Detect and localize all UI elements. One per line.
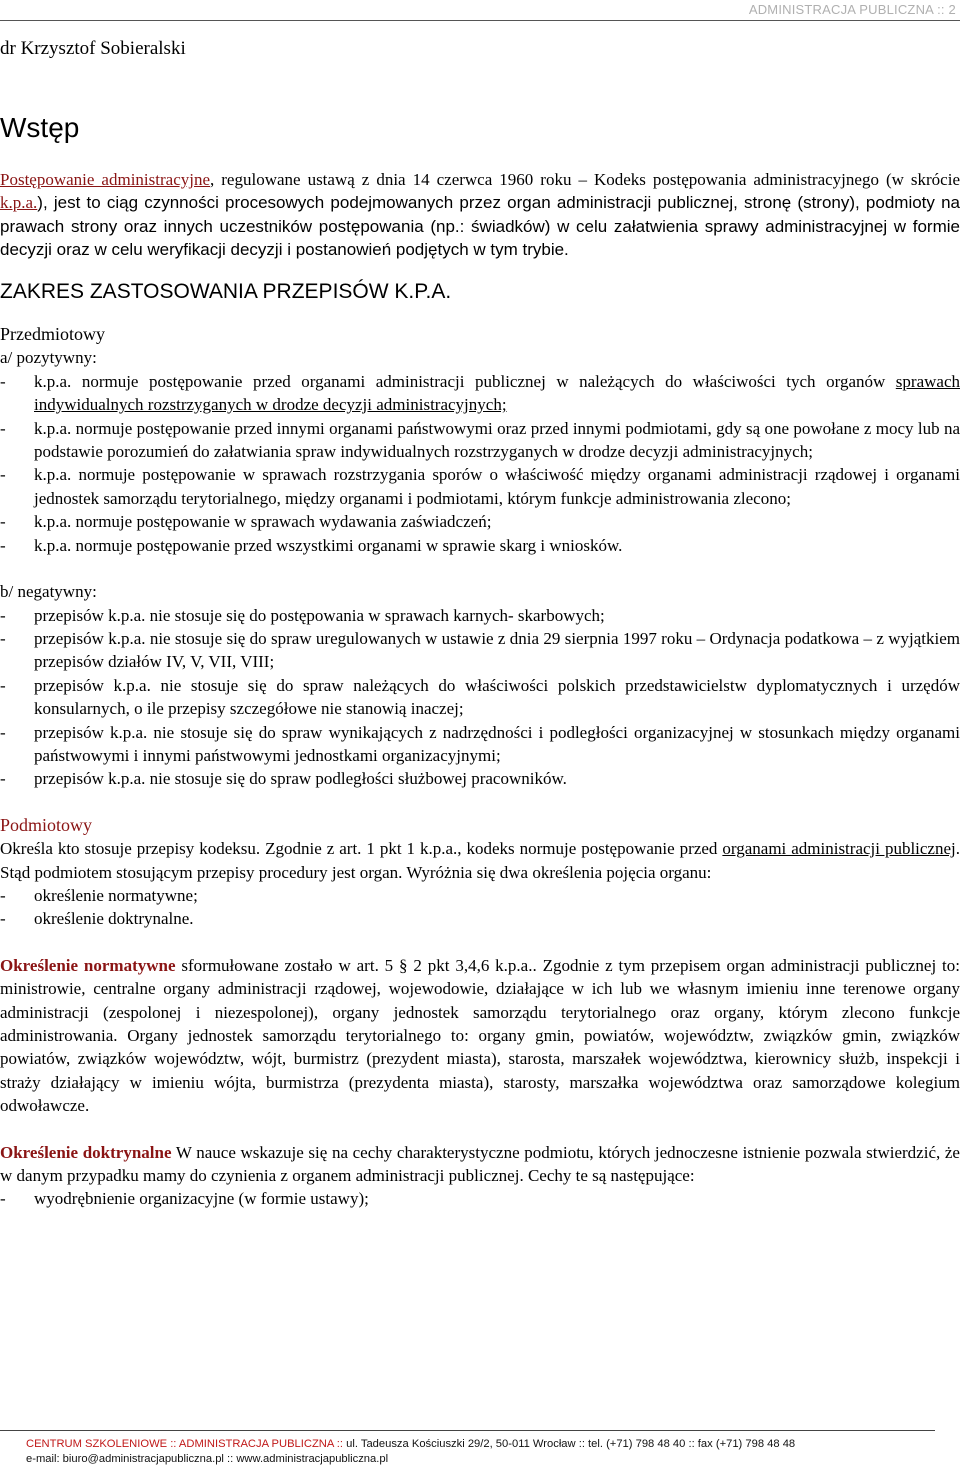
dash-bullet: - — [0, 371, 6, 391]
list-item-text: przepisów k.p.a. nie stosuje się do spraw wynikających z nadrzędności i podległości organizacyjnej w stosunkach między organami państwowymi i innymi państwowymi jednostkami organizacyjnymi; — [34, 722, 960, 765]
header-rule — [0, 20, 960, 21]
subject-heading — [0, 323, 960, 346]
doctrinal-text: W nauce wskazuje się na cechy charakterystyczne podmiotu, których jednoczesne istnienie pozwala stwierdzić, że w danym przypadku mamy do czynienia z organem administracji publicznej. Cechy te są następujące: — [0, 1142, 960, 1186]
subjective-underlined: organami administracji publicznej — [722, 839, 956, 859]
list-item-text: k.p.a. normuje postępowanie przed wszystkimi organami w sprawie skarg i wniosków. — [34, 535, 623, 555]
normative-paragraph — [0, 954, 960, 1118]
list-item-text: przepisów k.p.a. nie stosuje się do spraw uregulowanych w ustawie z dnia 29 sierpnia 1997 roku – Ordynacja podatkowa – z wyjątkiem przepisów działów IV, V, VII, VIII; — [34, 628, 960, 672]
list-item — [0, 674, 960, 721]
dash-bullet: - — [0, 628, 6, 648]
running-header: ADMINISTRACJA PUBLICZNA :: 2 — [748, 2, 956, 17]
list-item — [0, 721, 960, 768]
dash-bullet: - — [0, 885, 6, 905]
intro-text-a: , regulowane ustawą z dnia 14 czerwca 1960 roku – Kodeks postępowania administracyjnego (w skrócie — [210, 170, 960, 189]
list-item — [0, 534, 960, 557]
list-item-text: k.p.a. normuje postępowanie przed organami administracji publicznej w należących do właściwości tych organów — [34, 371, 896, 391]
dash-bullet: - — [0, 909, 6, 929]
author-name: dr Krzysztof Sobieralski — [0, 38, 186, 59]
footer-contact: e-mail: biuro@administracjapubliczna.pl :: www.administracjapubliczna.pl — [26, 1453, 389, 1465]
intro-paragraph — [0, 168, 960, 262]
doctrinal-list — [0, 1187, 960, 1210]
list-item-text: k.p.a. normuje postępowanie w sprawach rozstrzygania sporów o właściwość między organami administracji rządowej i organami jednostek samorządu terytorialnego, między organami i podmiotami, którym funkcje administrowania zlecono; — [34, 465, 960, 508]
negative-list — [0, 604, 960, 791]
list-item — [0, 463, 960, 510]
intro-abbr: k.p.a. — [0, 193, 38, 213]
footer-rule — [0, 1430, 935, 1431]
list-item-text: przepisów k.p.a. nie stosuje się do spraw należących do właściwości polskich przedstawicielstw dyplomatycznych i urzędów konsularnych, o ile przepisy szczegółowe nie stanowią inaczej; — [34, 675, 960, 719]
footer-address: ul. Tadeusza Kościuszki 29/2, 50-011 Wrocław :: tel. (+71) 798 48 40 :: fax (+71) 798 48 48 — [343, 1438, 796, 1450]
dash-bullet: - — [0, 512, 6, 532]
document-body — [0, 168, 960, 1211]
subject-heading-text: Przedmiotowy — [0, 324, 105, 345]
normative-lead: Określenie normatywne — [0, 955, 176, 975]
spacer — [0, 931, 960, 954]
intro-text-b: ), jest to ciąg czynności procesowych podejmowanych przez organ administracji publicznej, stronę (strony), podmioty na prawach strony oraz innych uczestników postępowania (np.: świadków) w celu załatwienia sprawy administracyjnej w formie decyzji oraz w celu weryfikacji decyzji i postanowień podjętych w tym trybie. — [0, 193, 960, 260]
scope-heading: ZAKRES ZASTOSOWANIA PRZEPISÓW K.P.A. — [0, 279, 452, 303]
dash-bullet: - — [0, 418, 6, 438]
doctrinal-lead: Określenie doktrynalne — [0, 1142, 172, 1162]
subjective-text-a: Określa kto stosuje przepisy kodeksu. Zgodnie z art. 1 pkt 1 k.p.a., kodeks normuje postępowanie przed — [0, 839, 723, 859]
dash-bullet: - — [0, 1189, 6, 1209]
list-item-text: wyodrębnienie organizacyjne (w formie ustawy); — [34, 1189, 369, 1209]
dash-bullet: - — [0, 605, 6, 625]
spacer — [0, 557, 960, 580]
doctrinal-paragraph — [0, 1141, 960, 1188]
list-item — [0, 510, 960, 533]
page-footer — [26, 1437, 795, 1467]
list-item-text: przepisów k.p.a. nie stosuje się do spraw podległości służbowej pracowników. — [34, 769, 567, 789]
dash-bullet: - — [0, 675, 6, 695]
intro-term: Postępowanie administracyjne — [0, 170, 211, 189]
list-item — [0, 417, 960, 464]
list-item — [0, 1187, 960, 1210]
footer-line-1 — [26, 1437, 795, 1452]
spacer — [0, 1118, 960, 1141]
list-item — [0, 767, 960, 790]
list-item — [0, 604, 960, 627]
list-item-text: przepisów k.p.a. nie stosuje się do postępowania w sprawach karnych- skarbowych; — [34, 605, 605, 625]
organ-definitions-list — [0, 884, 960, 931]
spacer — [0, 791, 960, 814]
list-item-text: określenie doktrynalne. — [34, 909, 194, 929]
page-title: Wstęp — [0, 112, 80, 143]
list-item — [0, 907, 960, 930]
subjective-heading: Podmiotowy — [0, 814, 93, 835]
list-item-text: k.p.a. normuje postępowanie przed innymi organami państwowymi oraz przed innymi podmiotami, gdy są one powołane z mocy lub na podstawie porozumień do załatwiania spraw indywidualnych rozstrzyganych w drodze decyzji administracyjnych; — [34, 418, 960, 462]
dash-bullet: - — [0, 465, 6, 485]
subjective-text-b: . Stąd podmiotem stosującym przepisy procedury jest organ. Wyróżnia się dwa określenia pojęcia organu: — [0, 839, 960, 882]
dash-bullet: - — [0, 722, 6, 742]
list-item — [0, 627, 960, 674]
footer-org: CENTRUM SZKOLENIOWE :: ADMINISTRACJA PUBLICZNA :: — [26, 1438, 344, 1450]
negative-label: b/ negatywny: — [0, 582, 97, 602]
subjective-paragraph — [0, 837, 960, 884]
list-item-underlined: sprawach indywidualnych rozstrzyganych w drodze decyzji administracyjnych; — [34, 371, 960, 415]
positive-label: a/ pozytywny: — [0, 348, 97, 368]
dash-bullet: - — [0, 769, 6, 789]
list-item — [0, 370, 960, 417]
normative-text: sformułowane zostało w art. 5 § 2 pkt 3,4,6 k.p.a.. Zgodnie z tym przepisem organ administracji publicznej to: ministrowie, centralne organy administracji rządowej, wojewodowie, działające w ich lub we własnym imieniu inne terenowe organy administracji (zespolonej i niezespolonej), organy jednostek samorządu terytorialnego oraz organy, którym zlecono funkcje administrowania. Organy jednostek samorządu terytorialnego to: organy gmin, powiatów, województw, związków gmin, związków powiatów, związków województw, wójt, burmistrz (prezydent miasta), starosta, marszałek województwa, kierownicy służb, inspekcji i straży działający w imieniu wójta, burmistrza (prezydenta miasta), starosty, marszałka województwa oraz samorządowe kolegium odwoławcze. — [0, 955, 960, 1116]
list-item-text: określenie normatywne; — [34, 885, 198, 905]
positive-list — [0, 370, 960, 557]
list-item-text: k.p.a. normuje postępowanie w sprawach wydawania zaświadczeń; — [34, 512, 492, 532]
list-item — [0, 884, 960, 907]
dash-bullet: - — [0, 535, 6, 555]
